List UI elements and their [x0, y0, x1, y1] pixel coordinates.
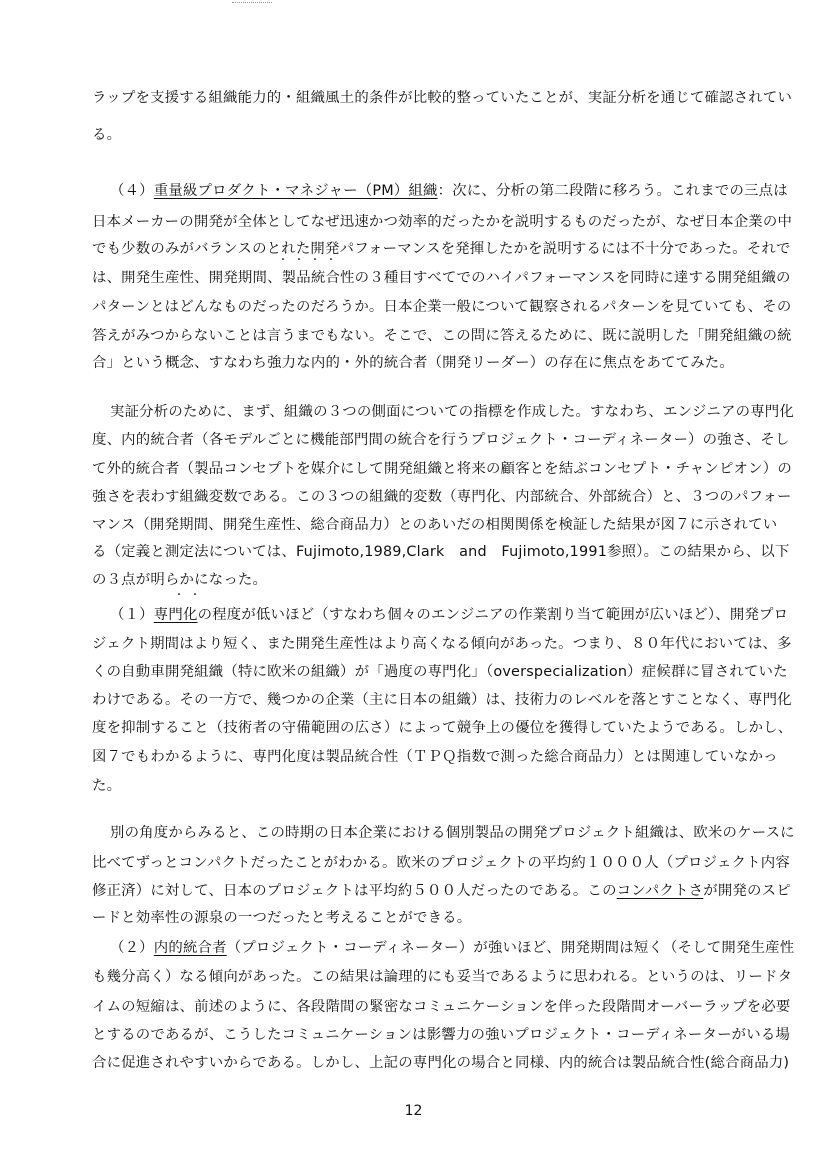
item-number: （２）: [110, 940, 154, 956]
text-line: も幾分高く）なる傾向があった。この結果は論理的にも妥当であるように思われる。というのは、リードタ: [92, 969, 793, 985]
text-line: でも少数のみがバランスのとれた開発パフォーマンスを発揮したかを説明するには不十分であった。それで: [92, 241, 791, 257]
compact-line: [92, 881, 791, 901]
text-line: 答えがみつからないことは言うまでもない。そこで、この問に答えるために、既に説明した「開発組織の統: [92, 328, 792, 344]
text-line: マンス（開発期間、開発生産性、総合商品力）とのあいだの相関関係を検証した結果が図７に示されてい: [92, 517, 778, 533]
item-2-line: [110, 938, 795, 958]
text-line: 図７でもわかるように、専門化度は製品統合性（ＴＰＱ指数で測った総合商品力）とは関連していなかっ: [92, 749, 778, 765]
text-line: る。: [92, 127, 122, 143]
text-line: ラップを支援する組織能力的・組織風土的条件が比較的整っていたことが、実証分析を通じて確認されてい: [92, 90, 793, 106]
text-line: わけである。その一方で、幾つかの企業（主に日本の組織）は、技術力のレベルを落とすことなく、専門化: [92, 692, 792, 708]
text-line: 度、内的統合者（各モデルごとに機能部門間の統合を行うプロジェクト・コーディネーター）の強さ、そし: [92, 432, 790, 448]
text-line: ードと効率性の源泉の一つだったと考えることができる。: [92, 910, 472, 926]
text-span: （プロジェクト・コーディネーター）が強いほど、開発期間は短く（そして開発生産性: [226, 940, 795, 956]
text-line: とするのであるが、こうしたコミュニケーションは影響力の強いプロジェクト・コーディネーターがいる場: [92, 1027, 791, 1043]
scan-artifact: [232, 2, 272, 5]
text-line: 実証分析のために、まず、組織の３つの側面についての指標を作成した。すなわち、エンジニアの専門化: [110, 404, 794, 420]
text-line: 比べてずっとコンパクトだったことがわかる。欧米のプロジェクトの平均約１０００人（プロジェクト内容: [92, 855, 790, 871]
text-span: の程度が低いほど（すなわち個々のエンジニアの作業割り当て範囲が広いほど）、開発プロ: [197, 607, 789, 623]
text-line: た。: [92, 778, 122, 794]
text-span: が開発のスピ: [703, 883, 791, 899]
text-line: の３点が明らかになった。: [92, 572, 268, 588]
text-line: て外的統合者（製品コンセプトを媒介にして開発組織と将来の顧客とを結ぶコンセプト・チャンピオン）の: [92, 461, 792, 477]
text-line: 合」という概念、すなわち強力な内的・外的統合者（開発リーダー）の存在に焦点をあててみた。: [92, 355, 734, 371]
text-span: ：次に、分析の第二段階に移ろう。これまでの三点は: [437, 183, 788, 199]
section-heading: 重量級プロダクト・マネジャー（PM）組織: [153, 183, 438, 199]
text-line: イムの短縮は、前述のように、各段階間の緊密なコミュニケーションを伴った段階間オーバーラップを必要: [92, 999, 791, 1015]
item-number: （１）: [110, 607, 154, 623]
section-number: （４）: [110, 183, 154, 199]
item-1-line: [110, 605, 789, 625]
text-line: ジェクト期間はより短く、また開発生産性はより高くなる傾向があった。つまり、８０年代においては、多: [92, 636, 792, 652]
emphasis-dots: ・・: [174, 590, 206, 601]
text-span: この: [587, 883, 617, 899]
section-4-heading-line: [110, 181, 788, 201]
text-line: 度を抑制すること（技術者の守備範囲の広さ）によって競争上の優位を獲得していたようである。しかし、: [92, 720, 793, 736]
emphasized-term: コンパクトさ: [616, 883, 704, 899]
text-line: くの自動車開発組織（特に欧米の組織）が「過度の専門化」（overspecialization）症候群に冒されていた: [92, 664, 788, 680]
item-term: 内的統合者: [153, 940, 227, 956]
text-line: 別の角度からみると、この時期の日本企業における個別製品の開発プロジェクト組織は、欧米のケースに: [110, 825, 795, 841]
text-span: 修正済）に対して、日本のプロジェクトは平均約５００人だったのである。: [92, 883, 588, 899]
text-line: 日本メーカーの開発が全体としてなぜ迅速かつ効率的だったかを説明するものだったが、なぜ日本企業の中: [92, 214, 793, 230]
page-number: 12: [404, 1103, 423, 1119]
text-line: 強さを表わす組織変数である。この３つの組織的変数（専門化、内部統合、外部統合）と、３つのパフォー: [92, 489, 792, 505]
text-line: 合に促進されやすいからである。しかし、上記の専門化の場合と同様、内的統合は製品統合性(総合商品力): [92, 1055, 790, 1071]
emphasis-dots: ・・・・: [278, 255, 342, 266]
text-line: は、開発生産性、開発期間、製品統合性の３種目すべてでのハイパフォーマンスを同時に達する開発組織の: [92, 270, 791, 286]
item-term: 専門化: [153, 607, 198, 623]
text-line: る（定義と測定法については、Fujimoto,1989,Clark and Fujimoto,1991参照）。この結果から、以下: [92, 544, 790, 560]
text-line: パターンとはどんなものだったのだろうか。日本企業一般について観察されるパターンを見ていても、その: [92, 299, 792, 315]
